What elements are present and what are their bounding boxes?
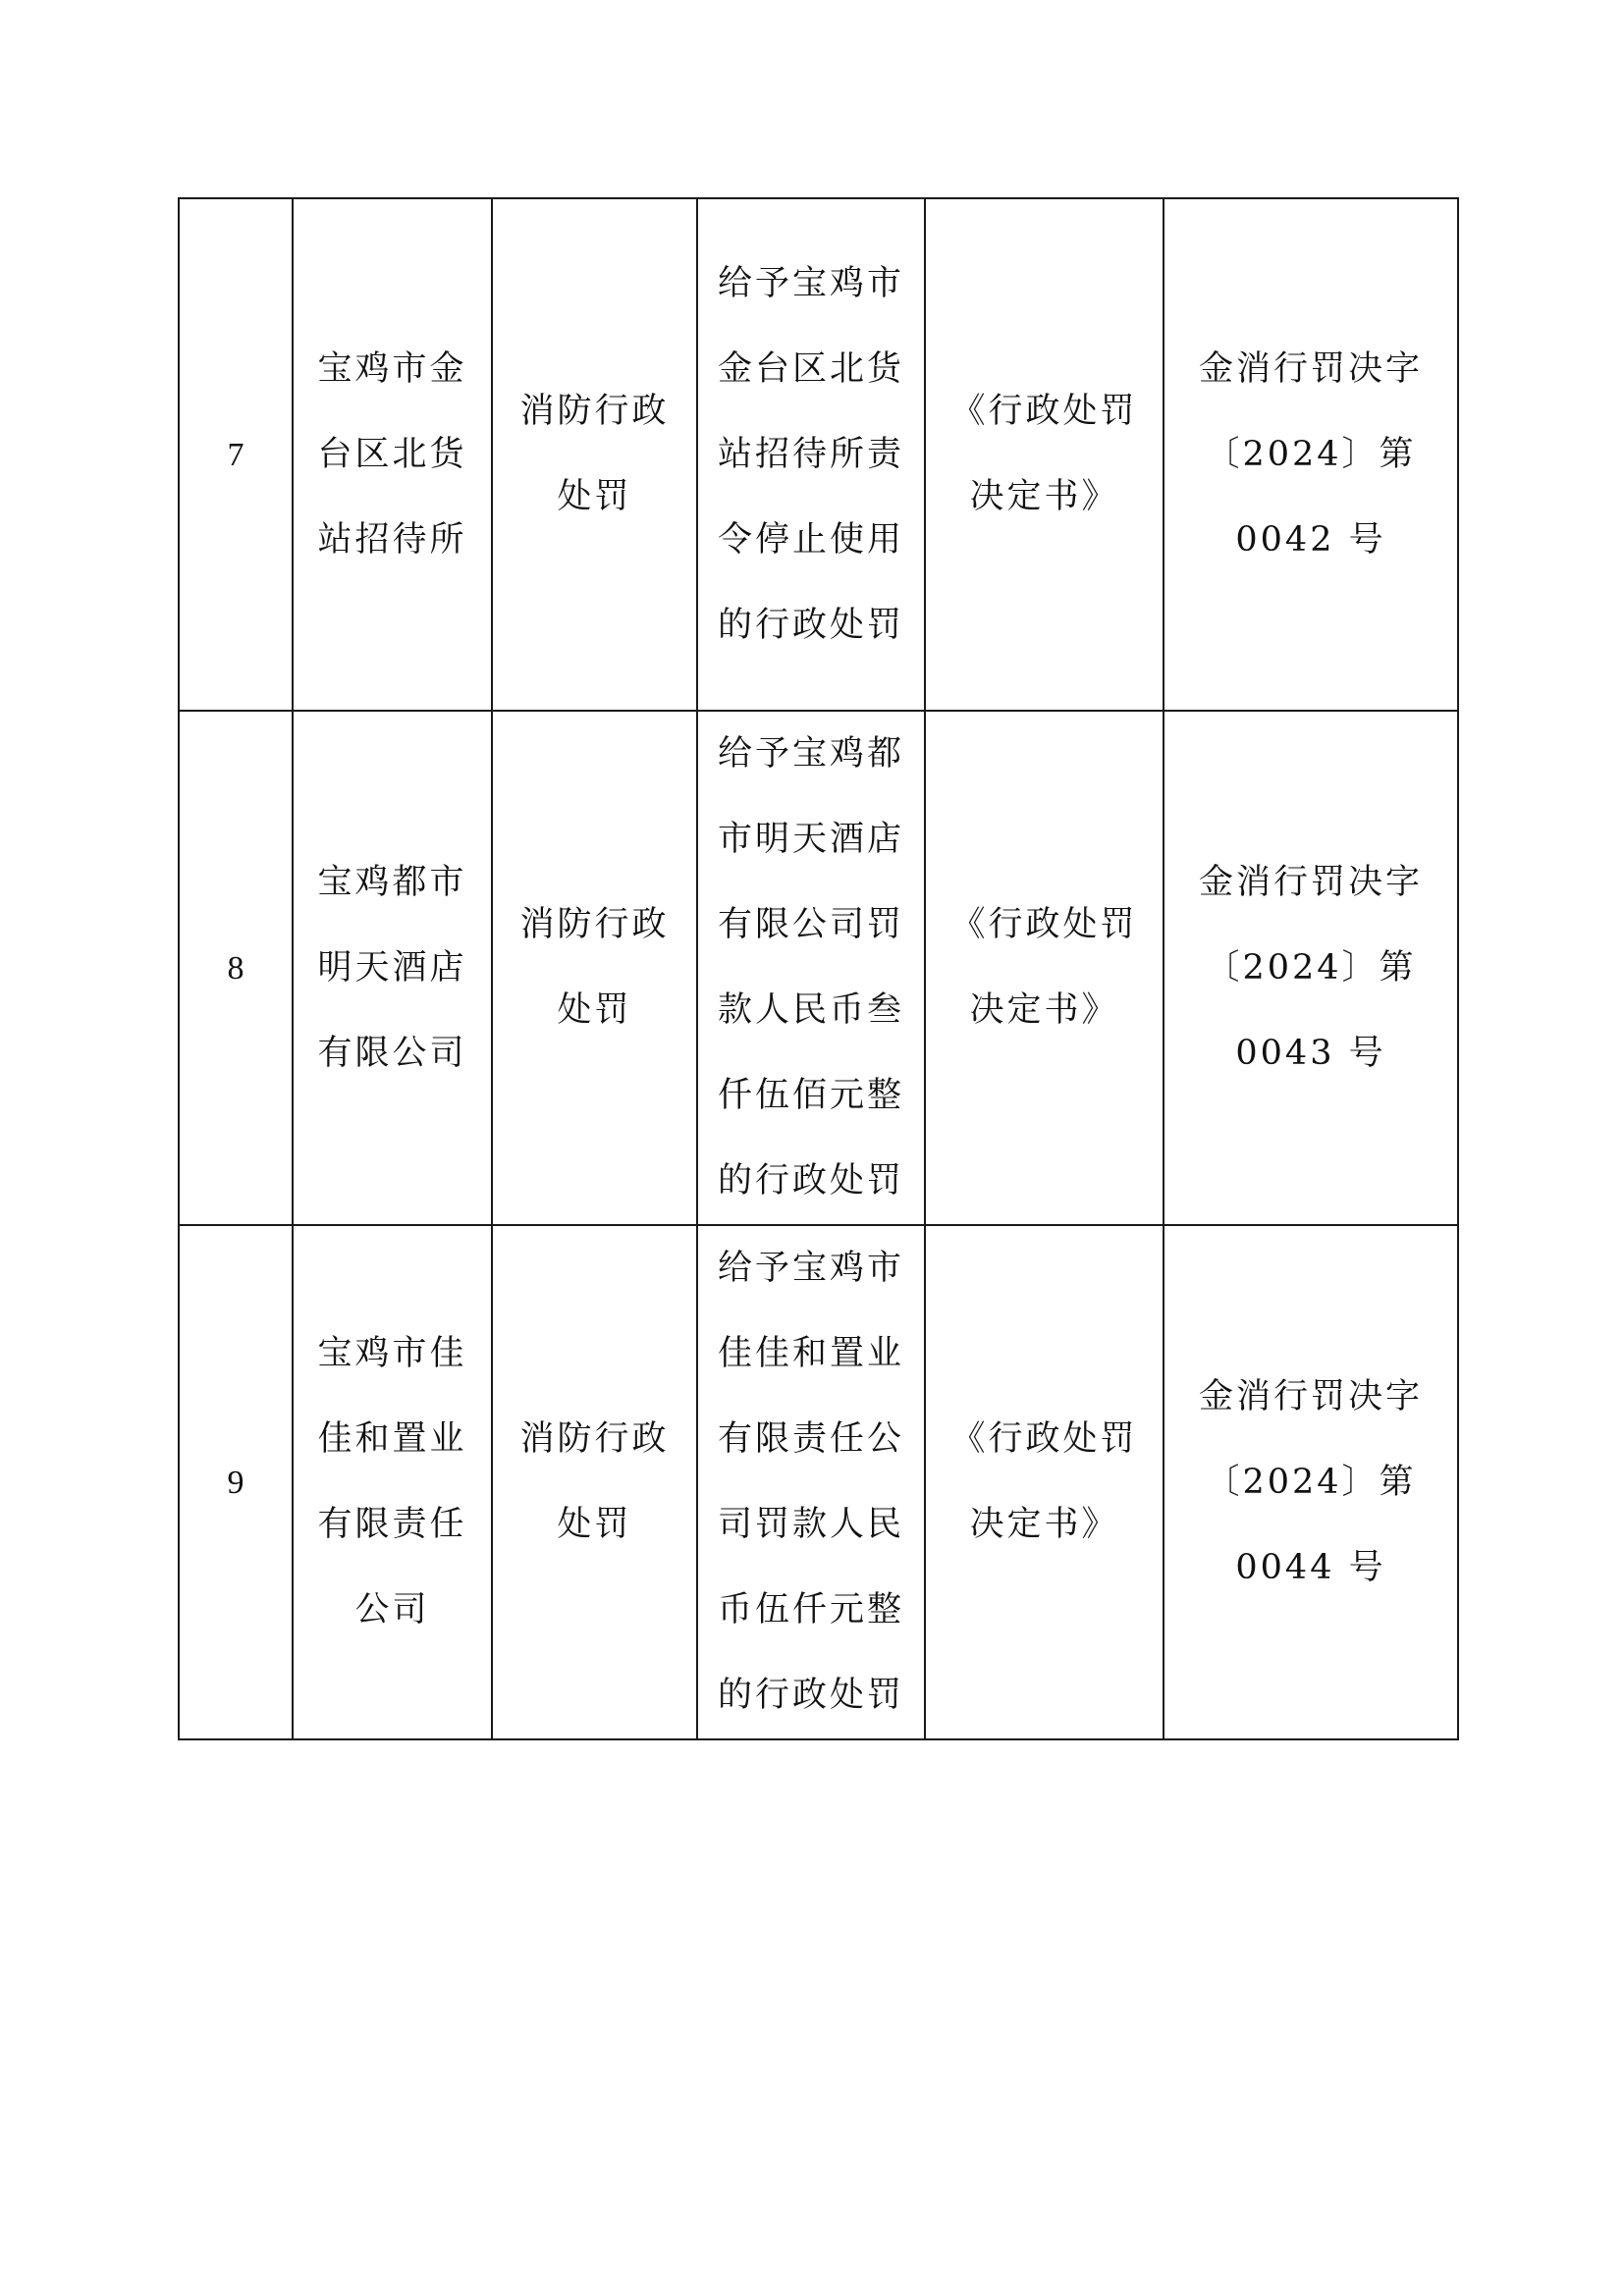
type-cell [492,198,697,711]
type-cell [492,711,697,1225]
row-number: 7 [227,436,244,473]
party-cell [293,198,492,711]
party-cell [293,711,492,1225]
decision-number-cell [1164,711,1458,1225]
table-row [179,711,1458,1225]
row-number-cell [179,1225,293,1739]
decision-number: 金消行罚决字 〔2024〕第 0043 号 [1198,862,1423,1073]
row-number-cell [179,711,293,1225]
penalty-content: 给予宝鸡市 金台区北货 站招待所责 令停止使用 的行政处罚 [717,263,904,645]
party-name: 宝鸡市佳 佳和置业 有限责任 公司 [317,1334,467,1629]
decision-number: 金消行罚决字 〔2024〕第 0044 号 [1198,1376,1423,1587]
row-number: 8 [227,949,244,987]
type-cell [492,1225,697,1739]
content-cell [697,1225,925,1739]
table-row [179,1225,1458,1739]
decision-number: 金消行罚决字 〔2024〕第 0042 号 [1198,348,1423,560]
document-name: 《行政处罚 决定书》 [950,392,1138,516]
row-number: 9 [227,1464,244,1501]
penalty-type: 消防行政 处罚 [519,1419,670,1544]
document-cell [925,198,1164,711]
decision-number-cell [1164,1225,1458,1739]
document-cell [925,1225,1164,1739]
document-name: 《行政处罚 决定书》 [950,905,1138,1030]
party-name: 宝鸡市金 台区北货 站招待所 [317,348,467,560]
document-name: 《行政处罚 决定书》 [950,1419,1138,1544]
row-number-cell [179,198,293,711]
party-cell [293,1225,492,1739]
penalty-table-container [178,197,1459,1740]
content-cell [697,711,925,1225]
penalty-table [178,197,1459,1740]
penalty-content: 给予宝鸡都 市明天酒店 有限公司罚 款人民币叁 仟伍佰元整 的行政处罚 [717,734,904,1201]
content-cell [697,198,925,711]
penalty-content: 给予宝鸡市 佳佳和置业 有限责任公 司罚款人民 币伍仟元整 的行政处罚 [717,1249,904,1715]
party-name: 宝鸡都市 明天酒店 有限公司 [317,862,467,1073]
penalty-type: 消防行政 处罚 [519,392,670,516]
table-row [179,198,1458,711]
document-cell [925,711,1164,1225]
penalty-type: 消防行政 处罚 [519,905,670,1030]
decision-number-cell [1164,198,1458,711]
